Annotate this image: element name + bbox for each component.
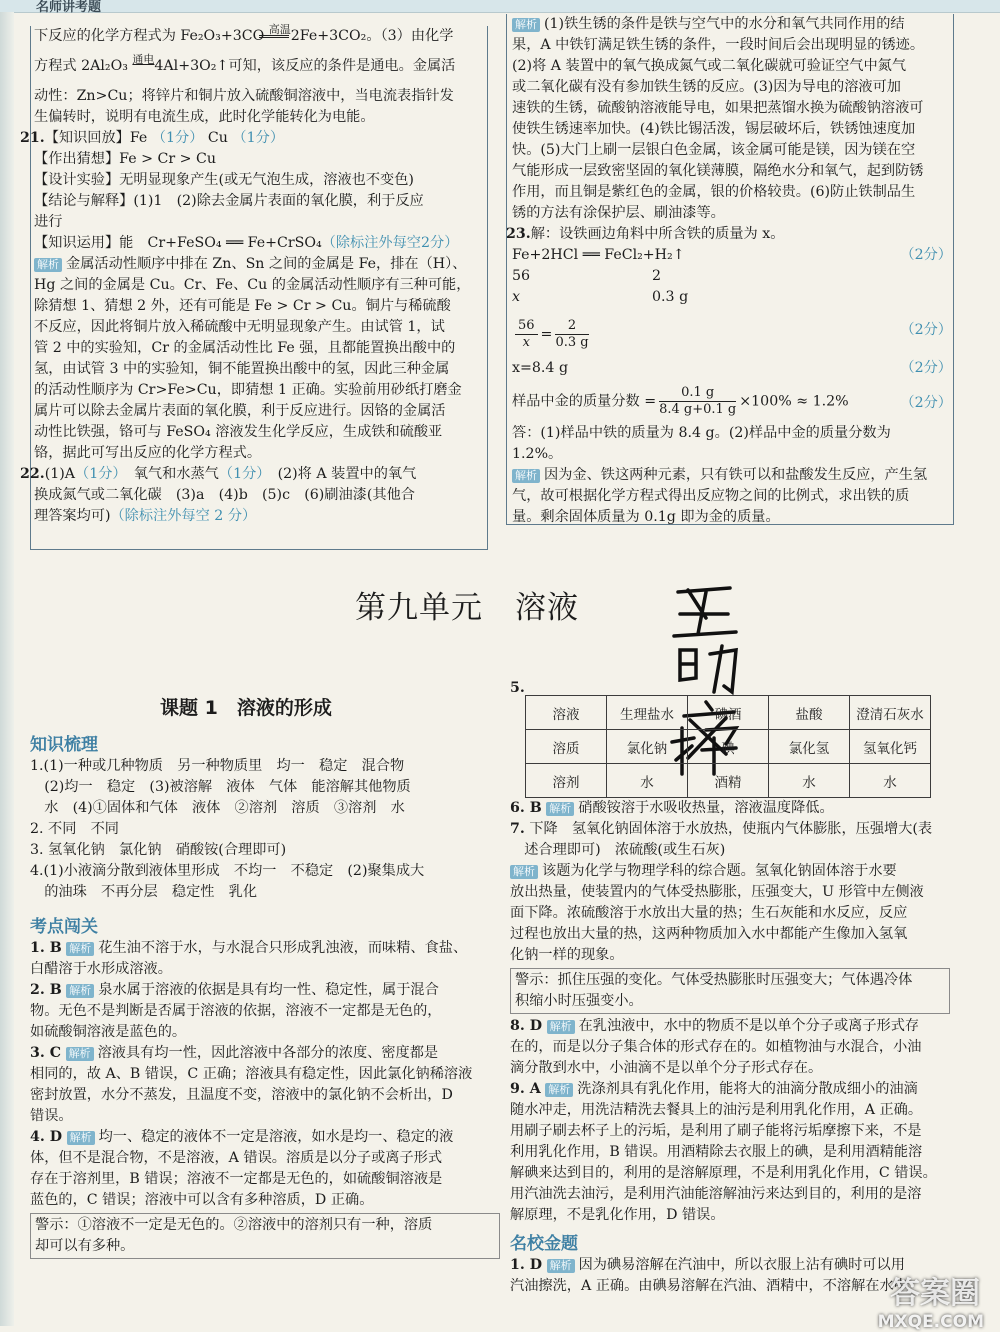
score-note: （1分）	[218, 466, 264, 482]
text-line: (2)将 A 装置中的氧气换成氮气或二氧化碳就可验证空气中氮气	[512, 58, 907, 74]
text: 理答案均可)	[34, 508, 111, 524]
question-number: 6. B	[510, 800, 542, 816]
warning-box	[510, 968, 950, 1014]
text-line: 进行	[34, 214, 63, 230]
text: (2)将 A 装置中的氧气	[277, 466, 417, 482]
table-cell: 氢氧化钙	[850, 730, 931, 764]
text-line: 却可以有多种。	[35, 1238, 135, 1254]
analysis-badge: 解析	[67, 1131, 95, 1145]
score-note: （2分）	[900, 247, 952, 263]
text-line: 滴分散到水中，小油滴不是以单个分子形式存在。	[510, 1060, 823, 1076]
question-number: 8. D	[510, 1018, 543, 1034]
text-line: 【作出猜想】Fe > Cr > Cu	[34, 151, 217, 167]
text-line: 或二氧化碳有没有参加铁生锈的反应。(3)因为导电的溶液可加	[512, 79, 901, 95]
analysis-badge: 解析	[510, 865, 538, 879]
text-line: 解原理，不是乳化作用，D 错误。	[510, 1207, 725, 1223]
text-line: 快。(5)大门上刷一层银白色金属，该金属可能是镁，因为镁在空	[512, 142, 916, 158]
question-number: 22.	[20, 466, 45, 482]
q23-proportion	[512, 318, 952, 354]
text: 方程式 2Al₂O₃	[34, 58, 128, 74]
text-line: Hg 之间的金属是 Cu。Cr、Fe、Cu 的金属活动性顺序有三种可能，	[34, 277, 471, 293]
table-cell: 碘	[688, 730, 769, 764]
text: 2	[652, 268, 662, 284]
watermark-title: 答案圈	[890, 1276, 980, 1311]
text-line: 动性：Zn>Cu；将锌片和铜片放入硫酸铜溶液中，当电流表指针发	[34, 88, 454, 104]
text-line: 换成氮气或二氧化碳 (3)a (4)b (5)c (6)刷油漆(其他合	[34, 487, 415, 503]
table-cell: 溶质	[526, 730, 607, 764]
table-cell: 氯化钠	[607, 730, 688, 764]
score-note: （2分）	[900, 322, 952, 338]
q23-percent	[512, 385, 952, 423]
text-line: 利用乳化作用，B 错误。用酒精除去衣服上的碘，是利用酒精能溶	[510, 1144, 923, 1160]
text: (1)铁生锈的条件是铁与空气中的水分和氧气共同作用的结	[544, 16, 905, 32]
text: 因为碘易溶解在汽油中，所以衣服上沾有碘时可以用	[578, 1257, 905, 1273]
text-line: 积缩小时压强变小。	[515, 993, 643, 1009]
numerator: 2	[555, 318, 588, 335]
watermark-url: MXQE.COM	[877, 1312, 984, 1332]
table-row	[526, 730, 931, 764]
analysis-badge: 解析	[545, 1083, 573, 1097]
question-number: 23.	[506, 226, 531, 242]
text: 金属活动性顺序中排在 Zn、Sn 之间的金属是 Fe，排在（H）、	[66, 256, 467, 272]
text-line: 随水冲走，用洗洁精洗去餐具上的油污是利用乳化作用，A 正确。	[510, 1102, 923, 1118]
text-line: 述合理即可) 浓硫酸(或生石灰)	[510, 842, 726, 858]
eq-line-1	[34, 23, 489, 47]
table-row	[526, 764, 931, 798]
table-cell: 碘酒	[688, 696, 769, 730]
text-line: 蓝色的，C 错误；溶液中可以含有多种溶质，D 正确。	[30, 1192, 374, 1208]
header-tag: 名师讲考题	[36, 0, 102, 15]
text: 在乳浊液中，水中的物质不是以单个分子或离子形式存	[578, 1018, 920, 1034]
analysis-badge: 解析	[66, 942, 94, 956]
text: 洗涤剂具有乳化作用，能将大的油滴分散成细小的油滴	[577, 1081, 918, 1097]
denominator: 0.3 g	[555, 335, 589, 350]
score-note: （1分）	[151, 130, 204, 146]
score-note: （除标注外每空 2 分）	[110, 508, 257, 524]
text: x	[512, 289, 521, 305]
unit-title: 第九单元 溶液	[355, 590, 579, 626]
text-line: 铬，据此可写出反应的化学方程式。	[34, 445, 262, 461]
section-heading-mxjt: 名校金题	[510, 1234, 578, 1254]
text-line: 物。无色不是判断是否属于溶液的依据，溶液不一定都是无色的，	[30, 1003, 442, 1019]
analysis-badge: 解析	[547, 1020, 575, 1034]
top-header-bar	[0, 0, 1000, 13]
text: 均一、稳定的液体不一定是溶液，如水是均一、稳定的液	[98, 1129, 454, 1145]
text-line: 解碘来达到目的，利用的是溶解原理，不是利用乳化作用，C 错误。	[510, 1165, 937, 1181]
fraction	[555, 318, 588, 351]
list-item: 4.(1)小液滴分散到液体里形成 不均一 不稳定 (2)聚集成大	[30, 863, 425, 879]
text-line: 警示：抓住压强的变化。气体受热膨胀时压强变大；气体遇冷体	[515, 972, 913, 988]
text-line: 密封放置，水分不蒸发，且温度不变，溶液中的氯化钠不会析出，D	[30, 1087, 453, 1103]
text-line: 用刷子刷去杯子上的污垢，是利用了刷子能将污垢摩擦下来，不是	[510, 1123, 922, 1139]
analysis-badge: 解析	[34, 258, 62, 272]
text-line: 速铁的生锈，硫酸钠溶液能导电，如果把蒸馏水换为硫酸钠溶液可	[512, 100, 924, 116]
text: 溶液具有均一性，因此溶液中各部分的浓度、密度都是	[97, 1045, 439, 1061]
text: 【知识运用】能 Cr+FeSO₄ ══ Fe+CrSO₄	[34, 235, 322, 251]
q23-intro	[506, 224, 952, 245]
question-number: 5.	[510, 680, 525, 696]
text-line: 的活动性顺序为 Cr>Fe>Cu，即猜想 1 正确。实验前用砂纸打磨金	[34, 382, 462, 398]
table-cell: 水	[607, 764, 688, 798]
list-item: (2)均一 稳定 (3)被溶解 液体 气体 能溶解其他物质	[30, 779, 411, 795]
analysis-badge: 解析	[547, 1259, 575, 1273]
text-line: 化钠一样的现象。	[510, 947, 624, 963]
text: 56	[512, 268, 531, 284]
table-row	[526, 696, 931, 730]
text-line: 气能形成一层致密坚固的氧化镁薄膜，隔绝水分和氧气，起到防锈	[512, 163, 924, 179]
text-line: 白醋溶于水形成溶液。	[30, 961, 172, 977]
eq-line-2	[34, 53, 489, 77]
left-top-column	[20, 23, 489, 527]
text: 花生油不溶于水，与水混合只形成乳浊液，而味精、食盐、	[98, 940, 468, 956]
text-line: 存在于溶剂里，B 错误；溶液不一定都是无色的，如硫酸铜溶液是	[30, 1171, 443, 1187]
text: =	[540, 326, 553, 343]
text-line: 汽油擦洗，A 正确。由碘易溶解在汽油、酒精中，不溶解在水中	[510, 1278, 908, 1294]
text: Fe+2HCl ══ FeCl₂+H₂↑	[512, 247, 685, 263]
text: 下反应的化学方程式为 Fe₂O₃+3CO	[34, 28, 265, 44]
text-line: 放出热量，使装置内的气体受热膨胀，压强变大，U 形管中左侧液	[510, 884, 924, 900]
list-item: 3. 氢氧化钠 氯化钠 硝酸铵(合理即可)	[30, 842, 287, 858]
question-number: 7.	[510, 821, 525, 837]
table-cell: 溶剂	[526, 764, 607, 798]
text: x=8.4 g	[512, 360, 569, 376]
text: ×100% ≈ 1.2%	[739, 393, 849, 410]
warning-box	[30, 1213, 500, 1259]
numerator: 56	[515, 318, 538, 335]
text: 氧气和水蒸气	[133, 466, 219, 482]
text: 4Al+3O₂↑可知，该反应的条件是通电。金属活	[154, 58, 456, 74]
question-number: 3. C	[30, 1045, 62, 1061]
list-item: 2. 不同 不同	[30, 821, 119, 837]
text-line: 如硫酸铜溶液是蓝色的。	[30, 1024, 187, 1040]
text-line: 作用，而且铜是紫红色的金属，银的价格较贵。(6)防止铁制品生	[512, 184, 916, 200]
text-line: 体，但不是混合物，不是溶液，A 错误。溶质是以分子或离子形式	[30, 1150, 443, 1166]
question-number: 9. A	[510, 1081, 541, 1097]
text-line: 错误。	[30, 1108, 73, 1124]
book-spine	[0, 12, 14, 1326]
table-cell: 水	[850, 764, 931, 798]
q23-equation	[512, 245, 952, 266]
text: Cu	[207, 130, 228, 146]
text-line: 锈的方法有涂保护层、刷油漆等。	[512, 205, 725, 221]
analysis-badge: 解析	[66, 984, 94, 998]
text-line: 过程也放出大量的热，这两种物质加入水中都能产生像加入氢氧	[510, 926, 908, 942]
text-line: 使铁生锈速率加快。(4)铁比锡活泼，锡层破坏后，铁锈蚀速度加	[512, 121, 916, 137]
fraction	[659, 385, 736, 418]
lesson-title: 课题 1 溶液的形成	[160, 697, 332, 719]
text: 【知识回放】Fe	[44, 130, 148, 146]
denominator: x	[522, 335, 530, 350]
text-line: 不反应，因此将铜片放入稀硫酸中无明显现象产生。由试管 1，试	[34, 319, 445, 335]
q21-line-a	[20, 128, 489, 149]
table-cell: 生理盐水	[607, 696, 688, 730]
text-line: 面下降。浓硫酸溶于水放出大量的热；生石灰能和水反应，反应	[510, 905, 908, 921]
text: 解：设铁画边角料中所含铁的质量为 x。	[530, 226, 785, 242]
condition-label: 高温	[268, 23, 291, 36]
table-cell: 溶液	[526, 696, 607, 730]
q21-analysis	[34, 254, 489, 464]
table-cell: 氯化氢	[769, 730, 850, 764]
text: 0.3 g	[652, 289, 689, 305]
analysis-badge: 解析	[66, 1047, 94, 1061]
q23-ratio-1	[512, 266, 952, 287]
text-line: 量。剩余固体质量为 0.1g 即为金的质量。	[512, 509, 780, 525]
text-line: 管 2 中的实验知，Cr 的金属活动性比 Fe 强，且都能置换出酸中的	[34, 340, 456, 356]
q22-line-e	[34, 506, 489, 527]
text-line: 答：(1)样品中铁的质量为 8.4 g。(2)样品中金的质量分数为	[512, 425, 891, 441]
table-cell: 酒精	[688, 764, 769, 798]
section-heading-kdcg: 考点闯关	[30, 917, 98, 937]
numerator: 0.1 g	[659, 385, 736, 402]
text-line: 在的，而是以分子集合体的形式存在的。如植物油与水混合，小油	[510, 1039, 922, 1055]
denominator: 8.4 g+0.1 g	[659, 402, 737, 417]
text-line: 除猜想 1、猜想 2 外，还有可能是 Fe > Cr > Cu。铜片与稀硫酸	[34, 298, 451, 314]
question-number: 1. B	[30, 940, 62, 956]
fraction	[515, 318, 538, 351]
condition-label: 通电	[132, 53, 155, 66]
question-number: 2. B	[30, 982, 62, 998]
q21-line-e	[34, 233, 489, 254]
left-bottom-column	[30, 735, 500, 1261]
score-note: （除标注外每空2分）	[321, 235, 459, 251]
text: 2Fe+3CO₂。（3）由化学	[290, 28, 454, 44]
right-bottom-answers	[510, 798, 950, 1297]
question-number: 21.	[20, 130, 45, 146]
text: 下降 氢氧化钠固体溶于水放热，使瓶内气体膨胀，压强增大(表	[529, 821, 933, 837]
score-note: （1分）	[232, 130, 285, 146]
list-item: 水 (4)①固体和气体 液体 ②溶剂 溶质 ③溶剂 水	[30, 800, 405, 816]
site-watermark	[810, 1268, 1000, 1332]
text-line: 属片可以除去金属片表面的氧化膜，利于反应进行。因铬的金属活	[34, 403, 446, 419]
text-line: 【结论与解释】(1)1 (2)除去金属片表面的氧化膜，利于反应	[34, 193, 424, 209]
reaction-condition	[269, 19, 291, 40]
right-top-column	[506, 14, 952, 528]
analysis-badge: 解析	[512, 469, 540, 483]
text-line: 相同的，故 A、B 错误，C 正确；溶液具有稳定性，因此氯化钠稀溶液	[30, 1066, 473, 1082]
text-line: 气，故可根据化学方程式得出反应物之间的比例式，求出铁的质	[512, 488, 910, 504]
text-line: 用汽油洗去油污，是利用汽油能溶解油污来达到目的，利用的是溶	[510, 1186, 922, 1202]
table-cell: 盐酸	[769, 696, 850, 730]
score-note: （2分）	[900, 360, 952, 376]
text: 泉水属于溶液的依据是具有均一性、稳定性，属于混合	[98, 982, 439, 998]
text-line: 【设计实验】无明显现象产生(或无气泡生成，溶液也不变色)	[34, 172, 414, 188]
text-line: 果，A 中铁钉满足铁生锈的条件，一段时间后会出现明显的锈迹。	[512, 37, 925, 53]
text: 因为金、铁这两种元素，只有铁可以和盐酸发生反应，产生氢	[544, 467, 928, 483]
list-item: 的油珠 不再分层 稳定性 乳化	[30, 884, 258, 900]
analysis-badge: 解析	[546, 802, 574, 816]
text: 硝酸铵溶于水吸收热量，溶液温度降低。	[578, 800, 834, 816]
solution-table	[525, 695, 931, 798]
analysis-badge: 解析	[512, 18, 540, 32]
section-heading-zsul: 知识梳理	[30, 735, 98, 755]
question-number: 4. D	[30, 1129, 63, 1145]
score-note: （2分）	[900, 395, 952, 411]
q22-line-a	[20, 464, 489, 485]
text: 该题为化学与物理学科的综合题。氢氧化钠固体溶于水要	[542, 863, 897, 879]
text: (1)A	[44, 466, 76, 482]
q23-x	[512, 358, 952, 379]
table-cell: 水	[769, 764, 850, 798]
score-note: （1分）	[75, 466, 120, 482]
reaction-condition	[132, 49, 154, 70]
list-item: 1.(1)一种或几种物质 另一种物质里 均一 稳定 混合物	[30, 758, 405, 774]
text-line: 警示：①溶液不一定是无色的。②溶液中的溶剂只有一种，溶质	[35, 1217, 433, 1233]
text-line: 1.2%。	[512, 446, 563, 462]
text: 样品中金的质量分数 =	[512, 393, 657, 410]
table-cell: 澄清石灰水	[850, 696, 931, 730]
question-number: 1. D	[510, 1257, 543, 1273]
text-line: 生偏转时，说明有电流生成，此时化学能转化为电能。	[34, 109, 375, 125]
q23-ratio-2	[512, 287, 952, 308]
text-line: 氢，由试管 3 中的实验知，铜不能置换出酸中的氢，因此三种金属	[34, 361, 450, 377]
text-line: 动性比铁强，铬可与 FeSO₄ 溶液发生化学反应，生成铁和硫酸亚	[34, 424, 443, 440]
